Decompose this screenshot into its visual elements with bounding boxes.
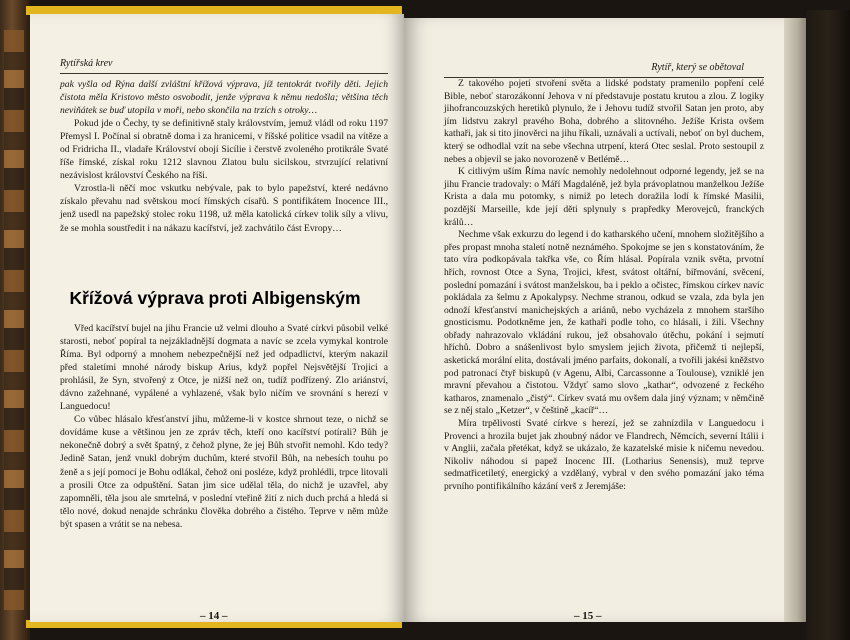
page-edges [784,18,806,622]
running-head-left: Rytířská krev [60,58,113,69]
paragraph: Z takového pojetí stvoření světa a lidské podstaty pramenilo popření celé Bible, neboť starozákonní Jehova v ní představuje postatu krutou a zlou. Z logiky jihofrancouzských heretiků plynulo, že i Jehovu tudíž stvořil Satan jen proto, aby jím lidstvu zakryl pravého Boha, dobrého a slitovného. Ježíše Krista ovšem kathaři, jak si tito jinověrci na jihu říkali, uznávali a uctívali, neboť on byl duchem, který se odhodlal vzít na sebe všechna utrpení, která Otec seslal. Proto sestoupil z nebes a objevil se jako novorozeně v Betlémě… [444,78,764,165]
paragraph: K citlivým uším Říma navíc nemohly nedolehnout odporné legendy, jež se na jihu Francie tradovaly: o Máří Magdaléně, jež byla právoplatnou manželkou Ježíše Krista a dala mu potomky, s nimiž po letech doražila lodí k římské Masilii, pozdější Marseille, kde její děti splynuly s prapředky Merovejců, franckých králů… [444,166,764,228]
left-text-bottom [60,322,388,531]
paragraph: Nechme však exkurzu do legend i do katharského učení, mnohem složitějšího a přes propast mnoha staletí notně neznámého. Spokojme se jen s konstatováním, že tato víra podkopávala takřka vše, co Řím hlásal. Popírala vznik světa, prvotní hřích, rovnost Otce a Syna, Trojici, křest, svátost oltářní, biřmování, svěcení, poslední pomazání i svátost manželskou, ba i peklo a očistec, římskou církev navíc pokládala za šelmu z Apokalypsy. Nechme stranou, odkud se vzala, zda byla jen odnoží křesťanství manichejských a ariánů, nebo vycházela z mnohem staršího gnosticismu. Podotkněme jen, že kathaři podle toho, co hlásali, i žili. Všechny obřady nahrazovalo vkládání rukou, jež obsahovalo útěchu, pokání i sejmutí hříchů. Dobro a snášenlivost bylo smyslem jejich života, přičemž ti nejlepší, asketická morální elita, dostávali jméno parfaits, dokonalí, a tvořili jakési kněžstvo pod patronací čtyř biskupů (v Agenu, Albi, Carcassonne a Toulouse), vzniklé jen mravní převahou a čistotou. Vždyť samo slovo „kathar“, odvozené z řeckého katharos, znamenalo „čistý“. Církev svatá mu ovšem dala jiný význam; v němčině se z něj stalo „Ketzer“, v češtině „kacíř“… [444,229,764,417]
header-rule-left [60,73,388,74]
left-text-top [60,78,388,235]
book-cover-right [806,10,850,640]
left-page [30,14,404,622]
right-text [444,78,764,494]
right-page [404,18,784,622]
running-head-right: Rytíř, který se obětoval [651,62,744,73]
book-cover-left [0,0,30,640]
paragraph: Co vůbec hlásalo křesťanství jihu, můžeme-li v kostce shrnout teze, o nichž se dovídáme kuse a většinou jen ze zpráv těch, kteří ono kacířství potírali? Bůh je nekonečně dobrý a svět špatný, z čehož plyne, že jej Bůh stvořit nemohl. Kdo tedy? Jedině Satan, jenž vnukl dobrým duchům, které stvořil Bůh, na nebesích touhu po ženě a s její pomocí je Bohu odlákal, čehož oni posléze, když prohlédli, trpce litovali a prosili Otce za odpuštění. Satan jim sice udělal těla, do nichž je uzavřel, aby zapomněli, těla jsou ale smrtelná, v poslední vteřině žití z nich duch prchá a hledá si tělo nové, dokud nenajde schránku člověka dobrého a čistého. Teprve v něm může být spasen a vrátit se na nebesa. [60,414,388,530]
intro-paragraph: pak vyšla od Rýna další zvláštní křížová výprava, jíž tentokrát tvořily děti. Jejich čistota měla Kristovo město osvobodit, jenže výprava k němu nedošla; většina těch neviňátek se buď utopila v moři, nebo skončila na trzích s otroky… [60,79,388,117]
paragraph: Míra trpělivosti Svaté církve s herezí, jež se zahnízdila v Languedocu i Provenci a hrozila bujet jak zhoubný nádor ve Flandrech, Němcích, severní Itálii i v Anglii, začala přetékat, když se ukázalo, že kazatelské misie k ničemu nevedou. Nikoliv náhodou si papež Inocenc III. (Lotharius Senensis), muž teprve sedmatřicetiletý, energický a vzdělaný, vybral v den svého pomazání jako téma prvního pontifikálního kázání verš z Jeremjáše: [444,418,764,492]
page-number-right: – 15 – [574,610,602,622]
chapter-heading: Křížová výprava proti Albigenským [69,288,361,308]
paragraph: Pokud jde o Čechy, ty se definitivně staly královstvím, jemuž vládl od roku 1197 Přemysl I. Počínal si obratně doma i za hranicemi, v říšské politice vsadil na vítěze a od Fridricha II., vladaře Království obojí Sicílie i čerstvě zvoleného protikrále Svaté říše římské, získal roku 1212 slavnou Zlatou bulu sicilskou, stvrzující relativní nezávislost království Českého na říši. [60,118,388,182]
page-number-left: – 14 – [200,610,228,622]
cover-illustration [4,30,24,610]
paragraph: Vřed kacířství bujel na jihu Francie už velmi dlouho a Svaté církvi působil velké starosti, neboť popíral ta nejzákladnější dogmata a navíc se zcela vymykal kontrole Říma. Byl odporný a mnohem nebezpečnější než jed odpadlictví, kterým nakazil před staletími mnohé národy biskup Arius, když popřel Nejsvětější Trojici a prohlásil, že Syn, stvořený z Otce, je nižší než on, tudíž podřízený. Zlo ariánství, dávno zažehnané, vypálené a vyhlazené, však bylo ničím ve srovnání s herezí v Languedocu! [60,323,388,413]
paragraph: Vzrostla-li něčí moc vskutku nebývale, pak to bylo papežství, které nedávno získalo převahu nad světskou mocí římských císařů. S pontifikátem Inocence III., jenž usedl na papežský stolec roku 1198, už měla katolická církev tolik síly a vlivu, že se mohla soustředit i na nákazu kacířství, jež zachvátilo část Evropy… [60,183,388,234]
